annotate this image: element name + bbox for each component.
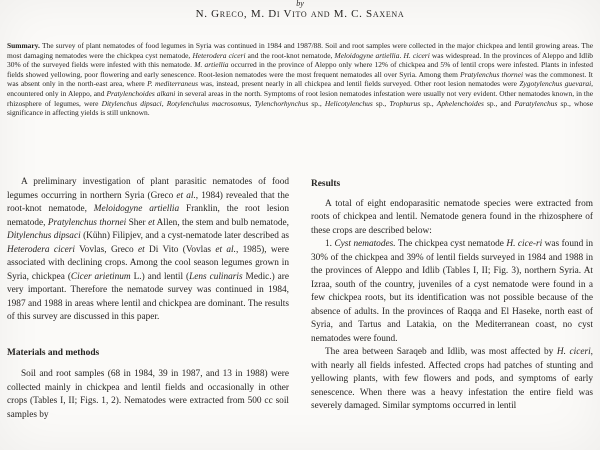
authors-line: N. Greco, M. Di Vito and M. C. Saxena (195, 8, 405, 20)
methods-paragraph: Soil and root samples (68 in 1984, 39 in 1987, and 13 in 1988) were collected mainly in chickpea and lentil fields and occasionally in other crops (Tables I, II; Figs. 1, 2). Nematodes were extracted from 500 cc soil samples by (7, 369, 289, 420)
right-column (311, 176, 593, 422)
summary-text: The survey of plant nematodes of food legumes in Syria was continued in 1984 and 1987/88. Soil and root samples were collected in the major chickpea and lentil growing areas. The most damaging nematodes were the chickpea cyst nematode, Heterodera ciceri and the root-knot nematode, Meloidogyne artiellia. H. ciceri was widespread. In the provinces of Aleppo and Idlib 30% of the surveyed fields were infested with this nematode. M. artiellia occurred in the province of Aleppo only where 12% of chickpea and 5% of lentil crops were infested. Plants in infested fields showed yellowing, poor flowering and early senescence. Root-lesion nematodes were the most frequent nematodes all over Syria. Among them Pratylenchus thornei was the commonest. It was absent only in the north-east area, where P. mediterraneus was, instead, present nearly in all chickpea and lentil fields surveyed. Other root lesion nematodes were Zygotylenchus guevarai, encountered only in Aleppo, and Pratylenchoides alkani in several areas in the north. Symptoms of root lesion nematodes infestation were usually not very evident. Other nematodes known, in the rhizosphere of legumes, were Ditylenchus dipsaci, Rotylenchulus macrosomus, Tylenchorhynchus sp., Helicotylenchus sp., Trophurus sp., Aphelenchoides sp., and Paratylenchus sp., whose significance in affecting yields is still unknown. (7, 41, 594, 118)
results-paragraph-2: 1. Cyst nematodes. The chickpea cyst nematode H. cice-ri was found in 30% of the chickpea and 39% of lentil fields surveyed in 1984 and 1988 in the provinces of Aleppo and Idlib (Tables I, II; Fig. 3), northern Syria. At Izraa, south of the country, juveniles of a cyst nematode were found in a few chickpea roots, but its identification was not possible because of the absence of adults. In the provinces of Raqqa and El Haseke, north east of Syria, and Tartus and Latakia, on the Mediterranean coast, no cyst nematodes were found. (311, 239, 593, 344)
results-heading: Results (311, 179, 341, 189)
results-paragraph-1: A total of eight endoparasitic nematode species were extracted from roots of chickpea and lentil. Nematode genera found in the rhizosphere of these crops are described below: (311, 198, 593, 236)
results-paragraph-3: The area between Saraqeb and Idlib, was most affected by H. ciceri, with nearly all fields infested. Affected crops had patches of stunting and yellowing plants, with few flowers and pods, and symptoms of early senescence. When there was a heavy infestation the entire field was severely damaged. Similar symptoms occurred in lentil (311, 347, 593, 411)
materials-methods-heading: Materials and methods (7, 347, 100, 358)
summary-paragraph (7, 41, 593, 118)
body-columns (7, 176, 593, 422)
summary-label: Summary. (7, 41, 42, 50)
byline: by (296, 0, 304, 8)
introduction-paragraph: A preliminary investigation of plant parasitic nematodes of food legumes occurring in northern Syria (Greco et al., 1984) revealed that the root-knot nematode, Meloidogyne artiellia Franklin, the root lesion nematode, Pratylenchus thornei Sher et Allen, the stem and bulb nematode, Ditylenchus dipsaci (Kühn) Filipjev, and a cyst-nematode later described as Heterodera ciceri Vovlas, Greco et Di Vito (Vovlas et al., 1985), were associated with declining crops. Among the cool season legumes grown in Syria, chickpea (Cicer arietinum L.) and lentil (Lens culinaris Medic.) are very important. Therefore the nematode survey was continued in 1984, 1987 and 1988 in areas where lentil and chickpea are dominant. The results of this survey are discussed in this paper. (7, 177, 290, 322)
left-column (7, 176, 289, 422)
